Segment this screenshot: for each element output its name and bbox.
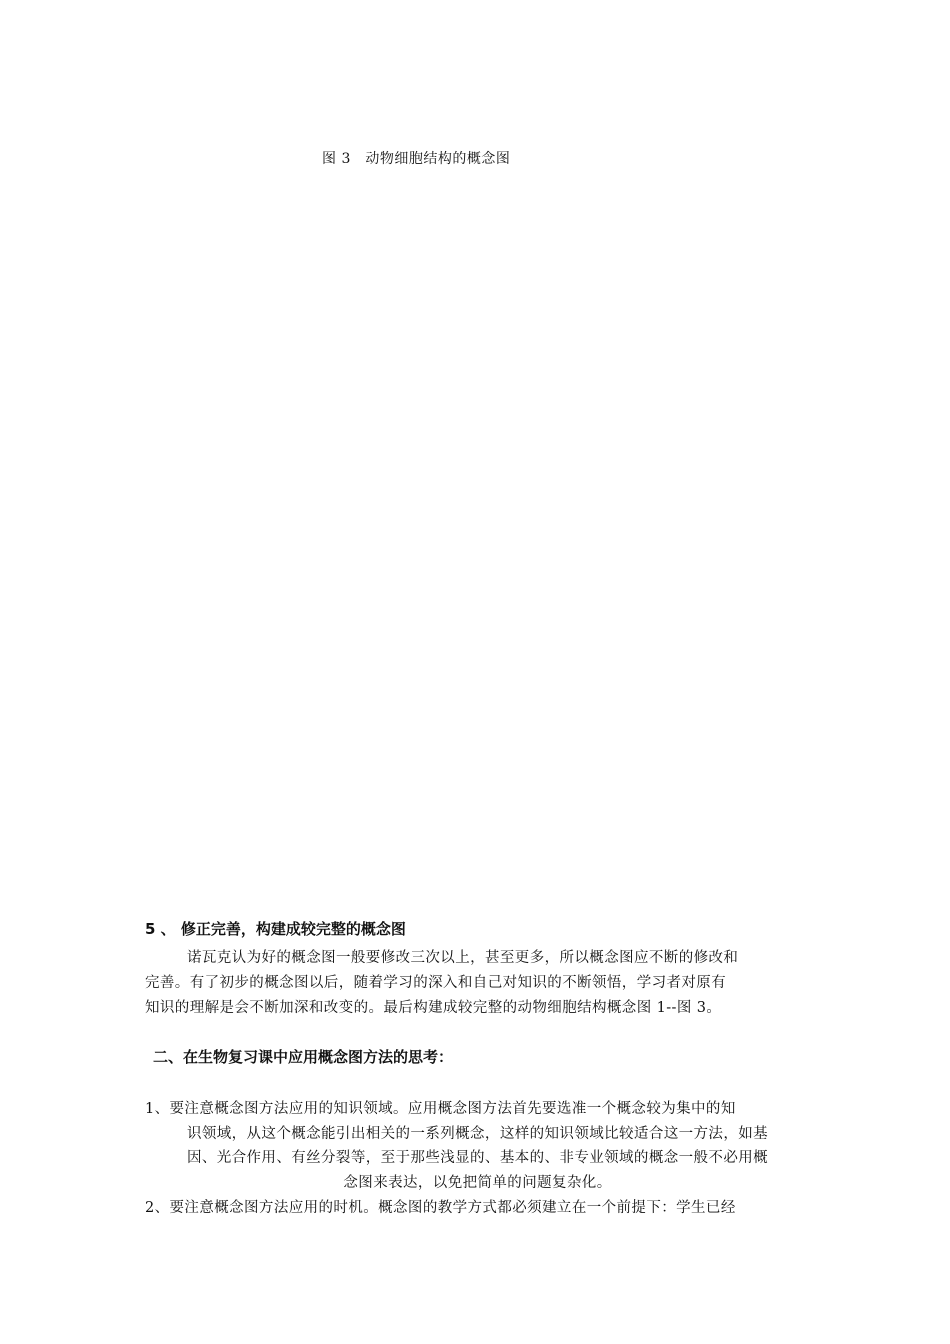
- item-1-line: 念图来表达，以免把简单的问题复杂化。: [343, 1175, 612, 1191]
- section-5-paragraph-line: 诺瓦克认为好的概念图一般要修改三次以上，甚至更多，所以概念图应不断的修改和: [187, 950, 739, 966]
- item-1-line: 1、要注意概念图方法应用的知识领域。应用概念图方法首先要选准一个概念较为集中的知: [145, 1101, 736, 1117]
- figure-caption: 图 3 动物细胞结构的概念图: [322, 151, 511, 167]
- item-2-line: 2、要注意概念图方法应用的时机。概念图的教学方式都必须建立在一个前提下：学生已经: [145, 1200, 736, 1216]
- concept-map-figure-area: [145, 180, 805, 900]
- section-5-heading: 5 、 修正完善，构建成较完整的概念图: [145, 920, 406, 938]
- section-5-paragraph-line: 完善。有了初步的概念图以后，随着学习的深入和自己对知识的不断领悟，学习者对原有: [145, 975, 727, 991]
- item-1-line: 识领域，从这个概念能引出相关的一系列概念，这样的知识领域比较适合这一方法，如基: [186, 1126, 769, 1142]
- section-5-paragraph-line: 知识的理解是会不断加深和改变的。最后构建成较完整的动物细胞结构概念图 1--图 3。: [145, 1000, 722, 1016]
- section-2-heading: 二、在生物复习课中应用概念图方法的思考：: [153, 1048, 454, 1066]
- item-1-line: 因、光合作用、有丝分裂等，至于那些浅显的、基本的、非专业领域的概念一般不必用概: [186, 1150, 769, 1166]
